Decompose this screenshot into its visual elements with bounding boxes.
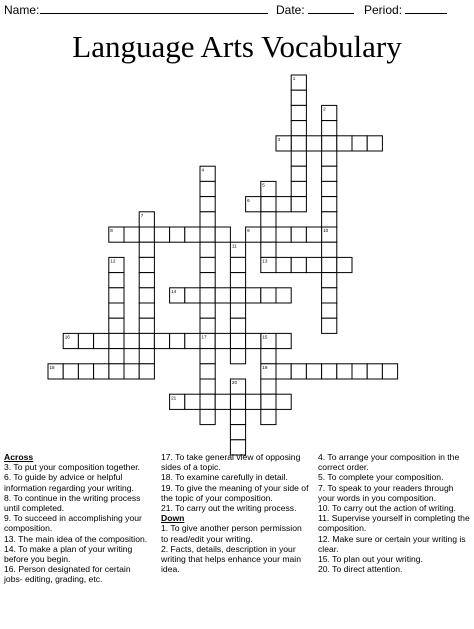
grid-cell[interactable]	[200, 166, 215, 181]
grid-cell[interactable]	[246, 394, 261, 409]
grid-cell[interactable]	[124, 364, 139, 379]
clue-item: 4. To arrange your composition in the correct order.	[318, 452, 460, 473]
clue-item: 19. To give the meaning of your side of the topic of your composition.	[161, 482, 309, 503]
grid-cell[interactable]	[322, 318, 337, 333]
grid-cell[interactable]	[276, 394, 291, 409]
grid-cell[interactable]	[200, 303, 215, 318]
clue-item: 18. To examine carefully in detail.	[161, 472, 288, 483]
grid-cell[interactable]	[261, 333, 276, 348]
grid-cell[interactable]	[261, 364, 276, 379]
grid-cell[interactable]	[215, 394, 230, 409]
grid-cell[interactable]	[185, 288, 200, 303]
grid-cell[interactable]	[352, 364, 367, 379]
clue-item: 6. To guide by advice or helpful information regarding your writing.	[4, 472, 134, 493]
grid-cell[interactable]	[322, 364, 337, 379]
down-heading: Down	[161, 513, 185, 524]
grid-cell[interactable]	[230, 394, 245, 409]
grid-cell[interactable]	[322, 105, 337, 120]
grid-cell[interactable]	[291, 121, 306, 136]
grid-cell[interactable]	[291, 90, 306, 105]
grid-cell[interactable]	[322, 257, 337, 272]
grid-cell[interactable]	[322, 227, 337, 242]
name-label: Name:	[4, 3, 40, 17]
across-clue-list	[4, 462, 150, 584]
grid-clue-number: 2	[323, 106, 326, 112]
grid-cell[interactable]	[322, 121, 337, 136]
grid-cell[interactable]	[261, 257, 276, 272]
grid-cell[interactable]	[109, 364, 124, 379]
grid-clue-number: 19	[262, 365, 268, 370]
clue-item: 8. To continue in the writing process until completed.	[4, 492, 141, 514]
grid-cell[interactable]	[109, 288, 124, 303]
grid-cell[interactable]	[261, 242, 276, 257]
grid-cell[interactable]	[63, 333, 78, 348]
grid-cell[interactable]	[230, 349, 245, 364]
grid-cell[interactable]	[154, 227, 169, 242]
across-heading: Across	[4, 452, 34, 462]
grid-cell[interactable]	[322, 273, 337, 288]
grid-cell[interactable]	[230, 379, 245, 394]
clues-column-2	[161, 452, 309, 574]
grid-cell[interactable]	[291, 364, 306, 379]
grid-cell[interactable]	[215, 333, 230, 348]
grid-cell[interactable]	[291, 75, 306, 90]
grid-cell[interactable]	[109, 303, 124, 318]
grid-cell[interactable]	[215, 288, 230, 303]
grid-cell[interactable]	[200, 257, 215, 272]
grid-clue-number: 10	[323, 228, 329, 234]
grid-cell[interactable]	[337, 257, 352, 272]
clue-item: 13. The main idea of the composition.	[4, 533, 148, 544]
grid-cell[interactable]	[261, 212, 276, 227]
clue-item: 15. To plan out your writing.	[318, 554, 423, 565]
grid-cell[interactable]	[306, 227, 321, 242]
grid-cell[interactable]	[154, 333, 169, 348]
grid-cell[interactable]	[337, 136, 352, 151]
grid-cell[interactable]	[200, 212, 215, 227]
grid-cell[interactable]	[109, 257, 124, 272]
grid-cell[interactable]	[246, 227, 261, 242]
grid-clue-number: 3	[277, 137, 281, 142]
grid-cell[interactable]	[246, 197, 261, 212]
grid-cell[interactable]	[48, 364, 63, 379]
grid-clue-number: 21	[171, 395, 177, 401]
grid-cell[interactable]	[382, 364, 397, 379]
grid-cell[interactable]	[276, 136, 291, 151]
grid-clue-number: 20	[231, 380, 238, 386]
grid-cell[interactable]	[322, 197, 337, 212]
grid-cell[interactable]	[139, 349, 154, 364]
clue-item: 10. To carry out the action of writing.	[318, 503, 456, 514]
grid-cell[interactable]	[139, 303, 154, 318]
grid-cell[interactable]	[261, 379, 276, 394]
grid-clue-number: 15	[262, 334, 268, 340]
grid-cell[interactable]	[291, 181, 306, 196]
grid-cell[interactable]	[200, 333, 215, 348]
grid-cell[interactable]	[246, 288, 261, 303]
grid-cell[interactable]	[139, 227, 154, 242]
grid-cell[interactable]	[139, 273, 154, 288]
clue-item: 3. To put your composition together.	[4, 462, 140, 473]
grid-clue-number: 6	[247, 197, 250, 203]
grid-clue-number: 9	[247, 228, 250, 234]
grid-cell[interactable]	[230, 409, 245, 424]
grid-cell[interactable]	[322, 136, 337, 151]
grid-cell[interactable]	[276, 227, 291, 242]
grid-cell[interactable]	[246, 333, 261, 348]
grid-cell[interactable]	[291, 136, 306, 151]
grid-cell[interactable]	[78, 333, 93, 348]
grid-cell[interactable]	[367, 136, 382, 151]
grid-cell[interactable]	[109, 333, 124, 348]
grid-cell[interactable]	[63, 364, 78, 379]
grid-clue-number: 4	[201, 167, 205, 173]
clue-item: 12. Make sure or certain your writing is clear.	[318, 533, 466, 554]
grid-cell[interactable]	[109, 227, 124, 242]
grid-cell[interactable]	[139, 333, 154, 348]
grid-cell[interactable]	[230, 242, 245, 257]
grid-cell[interactable]	[215, 227, 230, 242]
grid-cell[interactable]	[276, 197, 291, 212]
grid-cell[interactable]	[200, 394, 215, 409]
grid-cell[interactable]	[230, 425, 245, 440]
grid-cell[interactable]	[139, 257, 154, 272]
grid-cell[interactable]	[78, 364, 93, 379]
grid-cell[interactable]	[139, 318, 154, 333]
grid-cell[interactable]	[306, 364, 321, 379]
clue-item: 11. Supervise yourself in completing the composition.	[318, 513, 470, 534]
clue-item: 21. To carry out the writing process.	[161, 503, 297, 514]
clue-item: 14. To make a plan of your writing before you begin.	[4, 543, 133, 565]
grid-cell[interactable]	[367, 364, 382, 379]
grid-cell[interactable]	[139, 364, 154, 379]
period-line[interactable]	[405, 13, 447, 14]
grid-cell[interactable]	[291, 166, 306, 181]
grid-cell[interactable]	[291, 227, 306, 242]
grid-cell[interactable]	[230, 273, 245, 288]
grid-cell[interactable]	[200, 409, 215, 424]
clue-item: 1. To give another person permission to read/edit your writing.	[161, 523, 302, 544]
grid-cell[interactable]	[139, 242, 154, 257]
grid-cell[interactable]	[200, 181, 215, 196]
grid-cell[interactable]	[185, 227, 200, 242]
grid-cell[interactable]	[124, 227, 139, 242]
clue-item: 5. To complete your composition.	[318, 472, 444, 483]
grid-cell[interactable]	[185, 333, 200, 348]
clues-column-3	[318, 452, 470, 574]
clue-item: 2. Facts, details, description in your writing that helps enhance your main idea.	[161, 543, 301, 575]
grid-cell[interactable]	[261, 288, 276, 303]
grid-cell[interactable]	[261, 181, 276, 196]
grid-cell[interactable]	[322, 303, 337, 318]
grid-cell[interactable]	[230, 303, 245, 318]
grid-clue-number: 7	[140, 213, 144, 218]
clue-item: 16. Person designated for certain jobs- editing, grading, etc.	[4, 564, 131, 585]
grid-cell[interactable]	[306, 136, 321, 151]
grid-cell[interactable]	[94, 333, 109, 348]
grid-cell[interactable]	[291, 105, 306, 120]
clues-column-1	[4, 452, 150, 585]
grid-cell[interactable]	[322, 288, 337, 303]
grid-cell[interactable]	[200, 349, 215, 364]
grid-cell[interactable]	[322, 181, 337, 196]
grid-clue-number: 1	[292, 76, 296, 82]
clue-item: 17. To take general view of opposing sides of a topic.	[161, 452, 301, 473]
grid-cell[interactable]	[200, 273, 215, 288]
grid-cell[interactable]	[94, 364, 109, 379]
grid-cell[interactable]	[230, 333, 245, 348]
grid-cell[interactable]	[322, 151, 337, 166]
grid-clue-number: 12	[110, 258, 116, 264]
grid-cell[interactable]	[170, 227, 185, 242]
date-line[interactable]	[308, 13, 354, 14]
grid-cell[interactable]	[200, 288, 215, 303]
grid-clue-number: 18	[49, 365, 55, 370]
date-label: Date:	[276, 3, 305, 17]
grid-cell[interactable]	[291, 257, 306, 272]
grid-cell[interactable]	[322, 242, 337, 257]
grid-cell[interactable]	[322, 212, 337, 227]
grid-cell[interactable]	[261, 349, 276, 364]
grid-cell[interactable]	[170, 394, 185, 409]
grid-cell[interactable]	[124, 333, 139, 348]
down-clue-list-continued	[318, 452, 470, 574]
name-line[interactable]	[40, 13, 268, 14]
grid-clue-number: 13	[262, 258, 268, 264]
clue-item: 20. To direct attention.	[318, 564, 403, 575]
grid-clue-number: 16	[64, 334, 70, 340]
down-clue-list	[161, 523, 309, 574]
grid-cell[interactable]	[200, 318, 215, 333]
grid-clue-number: 11	[231, 243, 237, 249]
grid-cell[interactable]	[185, 394, 200, 409]
grid-cell[interactable]	[200, 197, 215, 212]
grid-cell[interactable]	[322, 166, 337, 181]
grid-cell[interactable]	[200, 379, 215, 394]
grid-cell[interactable]	[276, 333, 291, 348]
grid-cell[interactable]	[230, 288, 245, 303]
grid-cell[interactable]	[276, 364, 291, 379]
grid-cell[interactable]	[170, 288, 185, 303]
grid-cell[interactable]	[352, 136, 367, 151]
period-label: Period:	[364, 3, 403, 17]
grid-clue-number: 5	[262, 182, 265, 188]
grid-cell[interactable]	[261, 197, 276, 212]
grid-cell[interactable]	[170, 333, 185, 348]
clue-item: 9. To succeed in accomplishing your composition.	[4, 513, 142, 534]
grid-cell[interactable]	[230, 318, 245, 333]
grid-cell[interactable]	[139, 212, 154, 227]
clue-item: 7. To speak to your readers through your words in you composition.	[318, 482, 454, 503]
grid-cell[interactable]	[276, 288, 291, 303]
grid-cell[interactable]	[276, 257, 291, 272]
grid-cell[interactable]	[261, 409, 276, 424]
grid-cell[interactable]	[291, 197, 306, 212]
grid-cell[interactable]	[200, 242, 215, 257]
grid-cell[interactable]	[306, 257, 321, 272]
grid-cell[interactable]	[337, 364, 352, 379]
grid-cell[interactable]	[261, 394, 276, 409]
grid-cell[interactable]	[139, 288, 154, 303]
grid-clue-number: 17	[201, 334, 207, 340]
grid-cell[interactable]	[109, 318, 124, 333]
page-title: Language Arts Vocabulary	[72, 29, 402, 64]
grid-cell[interactable]	[261, 227, 276, 242]
grid-cell[interactable]	[200, 227, 215, 242]
grid-cell[interactable]	[109, 349, 124, 364]
grid-cell[interactable]	[230, 257, 245, 272]
grid-clue-number: 8	[110, 228, 113, 234]
grid-cell[interactable]	[291, 151, 306, 166]
grid-cell[interactable]	[109, 273, 124, 288]
across-clue-list-continued	[161, 452, 309, 513]
grid-cell[interactable]	[200, 364, 215, 379]
grid-clue-number: 14	[171, 289, 177, 294]
